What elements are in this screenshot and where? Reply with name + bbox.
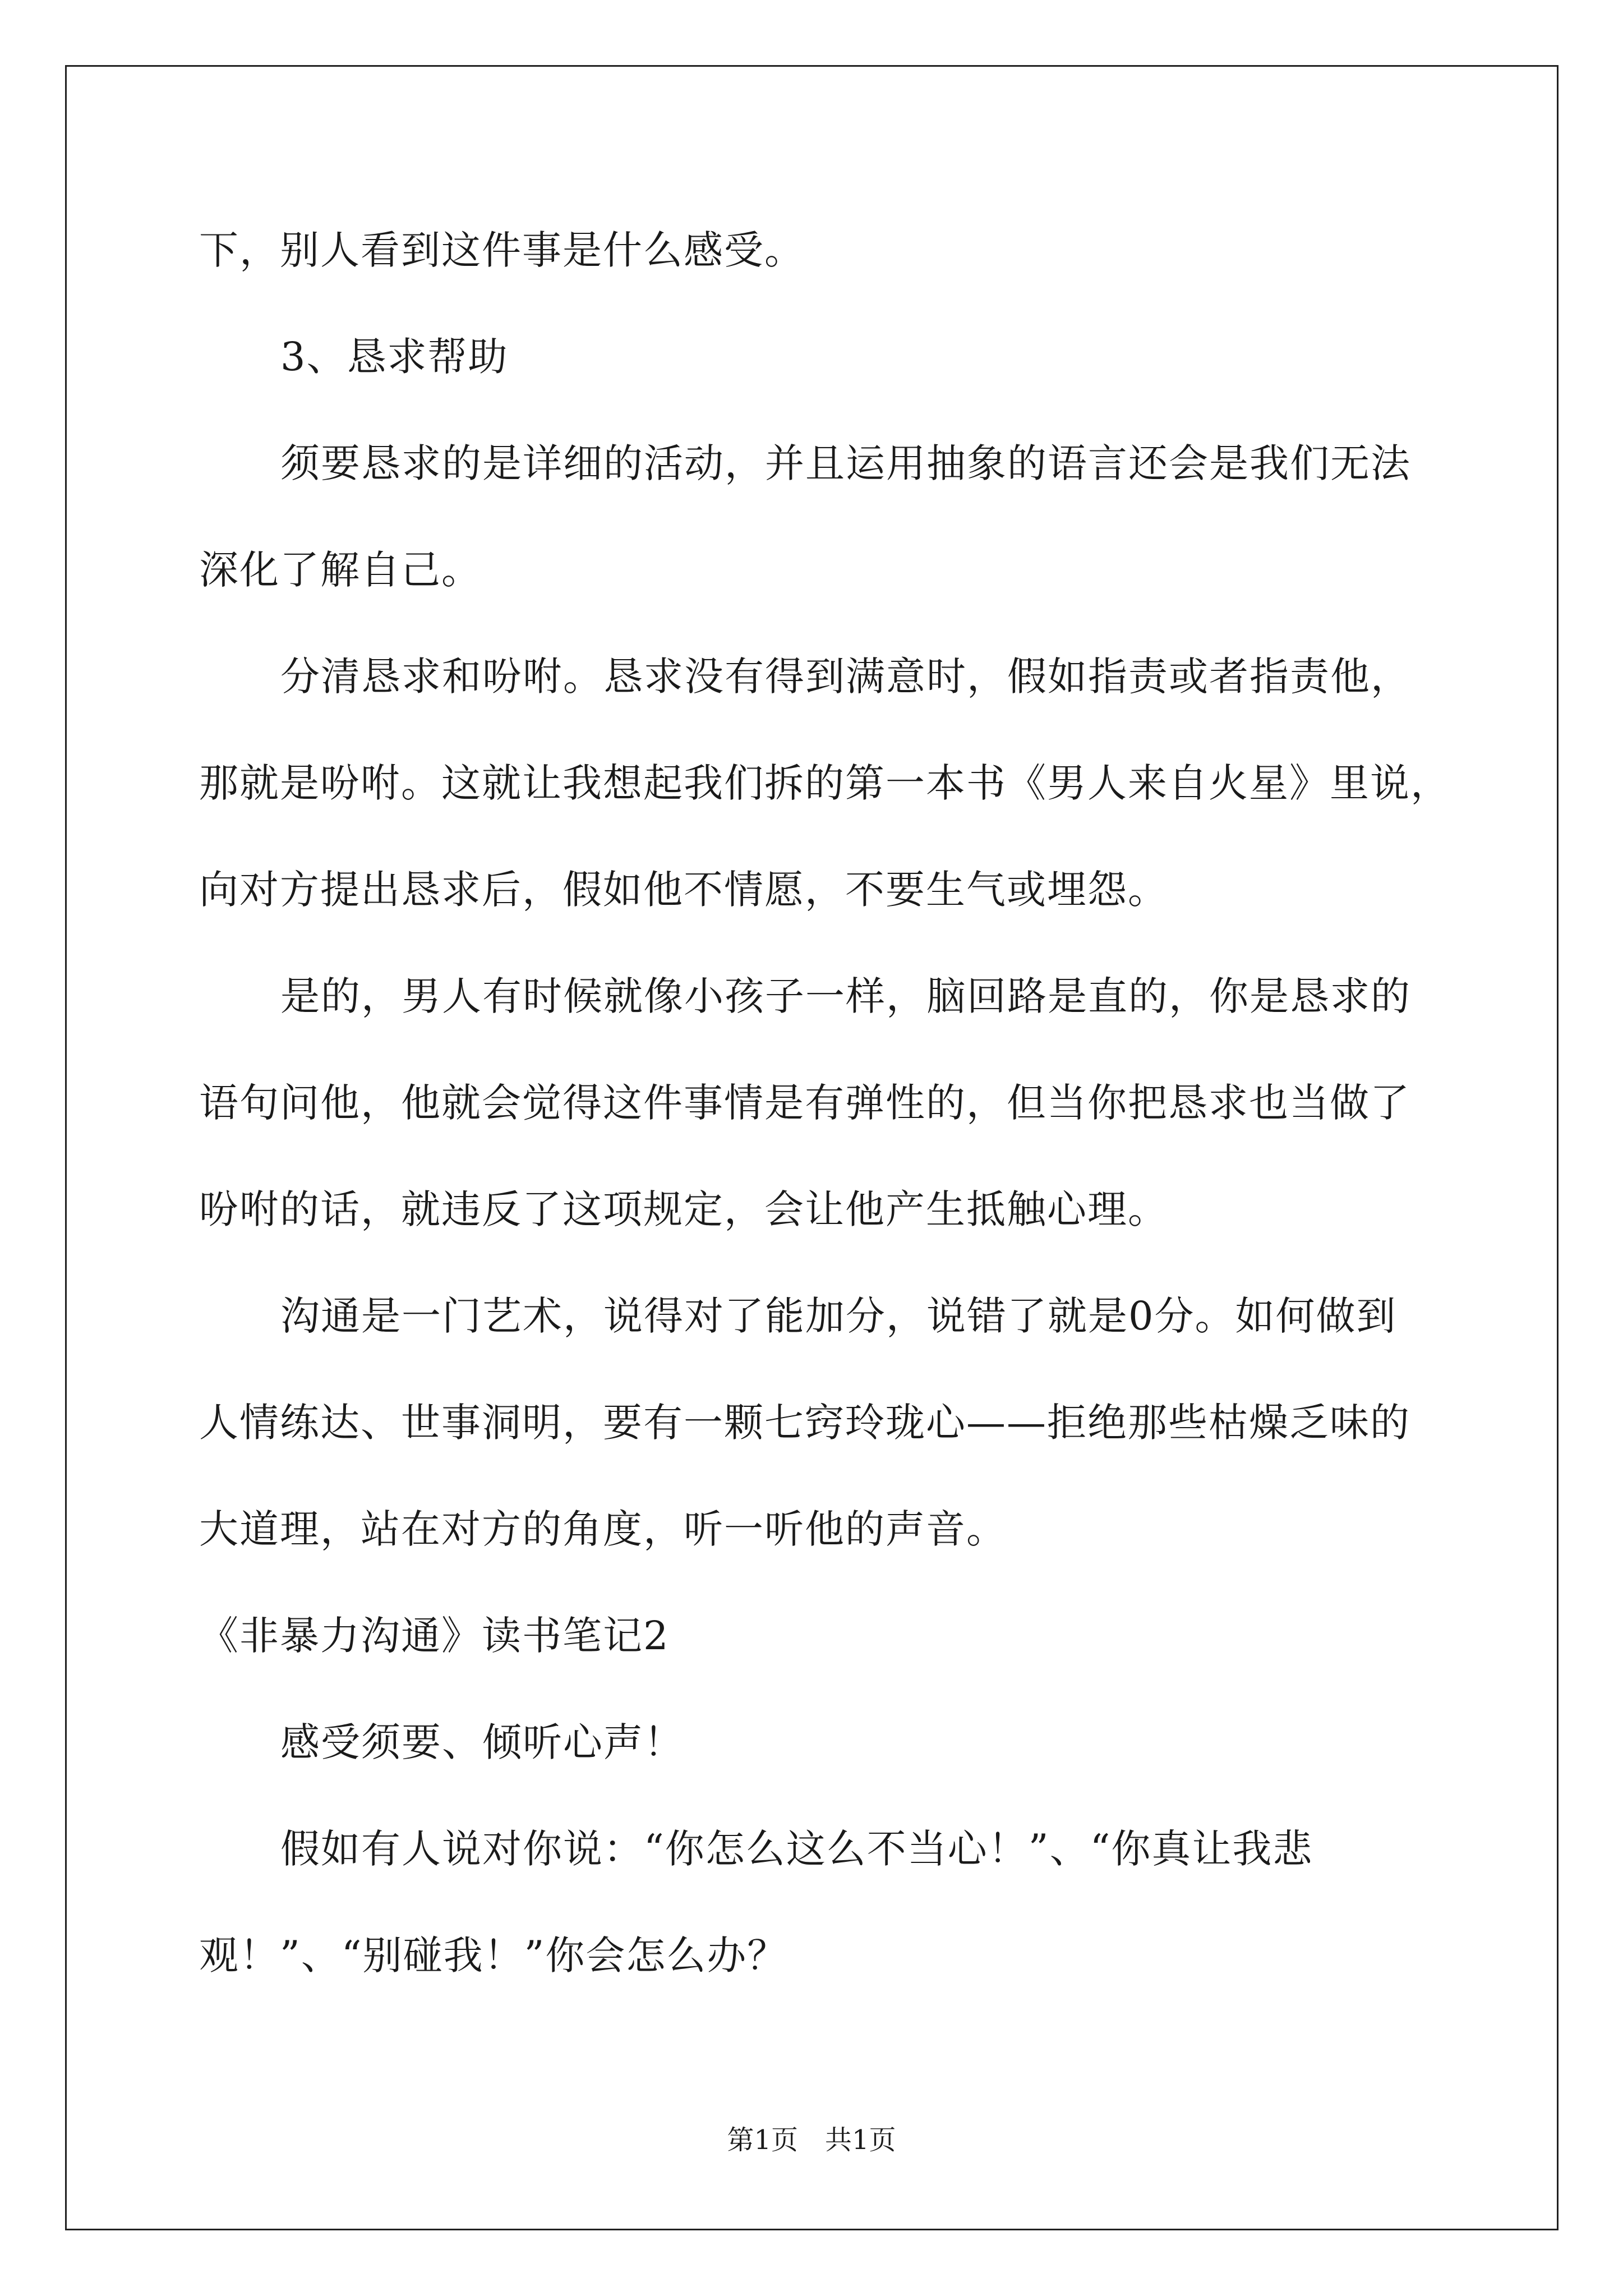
paragraph-line: 须要恳求的是详细的活动，并且运用抽象的语言还会是我们无法 bbox=[280, 440, 1411, 486]
document-title: 《非暴力沟通》读书笔记2 bbox=[199, 1613, 670, 1659]
paragraph-line: 那就是吩咐。这就让我想起我们拆的第一本书《男人来自火星》里说， bbox=[199, 760, 1451, 806]
paragraph-line: 是的，男人有时候就像小孩子一样，脑回路是直的，你是恳求的 bbox=[280, 973, 1411, 1019]
paragraph-line: 语句问他，他就会觉得这件事情是有弹性的，但当你把恳求也当做了 bbox=[199, 1080, 1410, 1126]
page-frame bbox=[65, 65, 1559, 2230]
text-line-continuation: 下，别人看到这件事是什么感受。 bbox=[199, 227, 805, 273]
paragraph-line: 感受须要、倾听心声！ bbox=[280, 1719, 684, 1765]
paragraph-line: 分清恳求和吩咐。恳求没有得到满意时，假如指责或者指责他， bbox=[280, 654, 1411, 700]
paragraph-line: 沟通是一门艺术，说得对了能加分，说错了就是0分。如何做到 bbox=[280, 1293, 1397, 1339]
paragraph-line: 观！”、“别碰我！”你会怎么办？ bbox=[199, 1932, 788, 1978]
paragraph-line: 假如有人说对你说：“你怎么这么不当心！”、“你真让我悲 bbox=[280, 1826, 1313, 1872]
paragraph-line: 吩咐的话，就违反了这项规定，会让他产生抵触心理。 bbox=[199, 1186, 1168, 1232]
paragraph-line: 人情练达、世事洞明，要有一颗七窍玲珑心——拒绝那些枯燥乏味的 bbox=[199, 1400, 1410, 1446]
paragraph-line: 向对方提出恳求后，假如他不情愿，不要生气或埋怨。 bbox=[199, 867, 1168, 913]
paragraph-line: 深化了解自己。 bbox=[199, 547, 482, 593]
section-heading: 3、恳求帮助 bbox=[280, 334, 509, 380]
page-number-footer: 第1页 共1页 bbox=[727, 2124, 896, 2156]
paragraph-line: 大道理，站在对方的角度，听一听他的声音。 bbox=[199, 1506, 1007, 1552]
